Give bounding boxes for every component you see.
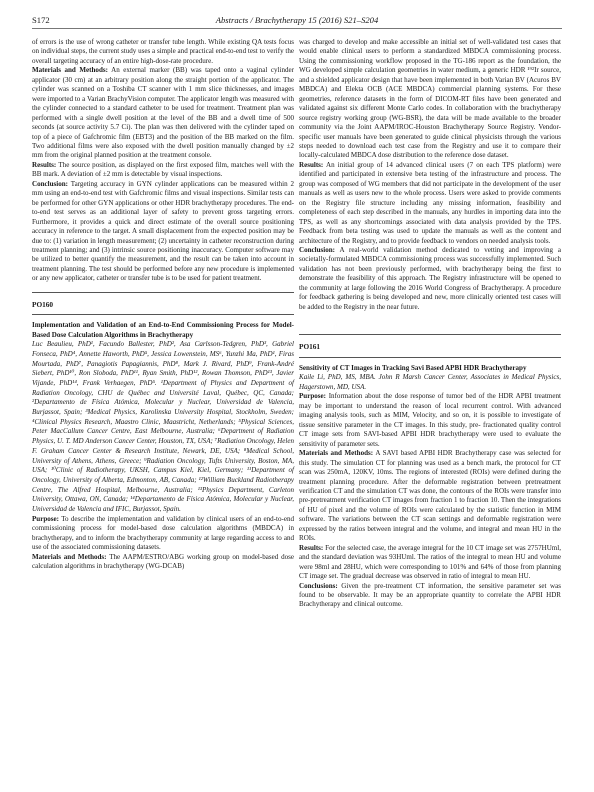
purpose-label: Purpose: — [299, 392, 327, 401]
po160-conclusion-para — [299, 246, 561, 312]
section-divider — [299, 334, 561, 335]
po161-purpose-para — [299, 392, 561, 449]
abstract-id-po160: PO160 — [32, 299, 54, 309]
po160-results-para — [299, 161, 561, 246]
continued-text-po160: was charged to develop and make accessible an initial set of well-validated test cases that would enable clinical users to perform a standardized MBDCA commissioning process. Using the commissioning workflow proposed in the TG-186 report as the foundation, the WG developed simple calculation geometries in water medium, a generic HDR ¹⁹²Ir source, and a shielded applicator design that have been implemented in both Varian BV (Acuros BV MBDCA) and Elekta OCB (ACE MBDCA) commercial planning systems. For these geometries, reference datasets in the form of DICOM-RT files have been generated and validated against six different Monte Carlo codes. In collaboration with the brachytherapy source registry working group (WG-BSR), the data will be made available to the broader community via the Joint AAPM/IROC-Houston Brachytherapy Source Registry. Vendor-specific user manuals have been generated to guide clinical physicists through the various steps needed to download each test case from the Registry and use it to compare their locally-calculated MBDCA dose distribution to the reference dose dataset. — [299, 38, 561, 160]
continued-conclusion-para — [32, 180, 294, 284]
running-header — [32, 14, 562, 29]
purpose-label: Purpose: — [32, 514, 60, 523]
conclusion-label: Conclusion: — [32, 179, 69, 188]
conclusion-text: Given the pre-treatment CT information, the sensitive parameter set was found to be observable. It may be an appropriate quantity to correlate the APBI HDR Brachytherapy and clinical outcome. — [299, 581, 561, 609]
po160-methods-para — [32, 553, 294, 572]
page-number: S172 — [32, 15, 50, 25]
methods-label: Materials and Methods: — [299, 449, 374, 458]
conclusion-text: Targeting accuracy in GYN cylinder applications can be measured within 2 mm using an end-to-end test with Gafchromic films and visual inspections. Similar tests can be performed for other GYN applications or other HDR brachytherapy procedures. The end-to-end test serves as an additional layer of safety to prevent gross targeting errors. Furthermore, it provides a quick and direct estimate of the overall source positioning accuracy in reference to the target. A small displacement from the expected position may be due to: (1) variation in length measurement; (2) uncertainty in catheter reconstruction during treatment planning; and (3) intrinsic source positioning inaccuracy. Computer software may be utilized to better quantify the measurement, and the result can be taken into account in treatment planning. The test should be performed before any new procedure is implemented or any new applicator, catheter or transfer tube is to be used for patient treatment. — [32, 179, 294, 283]
abstract-id-po161: PO161 — [299, 342, 321, 352]
purpose-text: Information about the dose response of tumor bed of the HDR APBI treatment may be important to understand the reason of local recurrent control. With advanced imaging analysis tools, such as MIM, Velocity, and so on, it is possible to investigate of tissue sensitive parameter in the CT images. In this study, pre- fractionated quality control CT image sets from SAVI-based APBI HDR brachytherapy were used to evaluate the sensitivity of parameter sets. — [299, 392, 561, 448]
methods-label: Materials and Methods: — [32, 66, 108, 75]
methods-text: A SAVI based APBI HDR Brachytherapy case was selected for this study. The simulation CT for planning was used as a bench mark, the protocol for CT scan was 250mA, 120KV, 10ms. The regions of interested (ROIs) were defined during the treatment planning procedure. After the deformable registration between pretreatment verification CT and the simulation CT was done, the contours of the ROIs were transfer into pre-pretreatment verification CT images from fraction 1 to fraction 10. Then the integrations of HU of pixel and the volume of ROIs were calculated by the statistic function in MIM software. The variations between the CT scan settings and deformable registration were expressed by the ratios between integral and the volume, and integral and mean HU in the ROIs. — [299, 449, 562, 543]
continued-results-para — [32, 161, 294, 180]
authors-po161: Kaile Li, PhD, MS, MBA. John R Marsh Cancer Center, Associates in Medical Physics, Hagerstown, MD, USA. — [299, 373, 561, 391]
section-divider — [32, 314, 294, 315]
abstract-title-po161: Sensitivity of CT Images in Tracking Savi Based APBI HDR Brachytherapy — [299, 363, 527, 372]
left-column — [32, 38, 294, 572]
results-text: An initial group of 14 advanced clinical users (7 on each TPS platform) were identified and participated in extensive beta testing of the infrastructure and process. The group was composed of WG members that did not participate in the development of the user manuals as well as users new to the whole process. Users were asked to provide comments on the Registry file structure including any missing information, feasibility and completeness of each step described in the manuals, any hurdles in importing data into the TPS, as well as any shortcomings associated with data analysis provided by the TPS. Feedback from beta testing was used to update the manuals as well as the content and architecture of the Registry, and to provide feedback to vendors on needed analysis tools. — [299, 160, 561, 245]
authors-po160: Luc Beaulieu, PhD¹, Facundo Ballester, PhD², Asa Carlsson-Tedgren, PhD³, Gabriel Fonseca, PhD⁴, Annette Haworth, PhD⁵, Jessica Lowenstein, MS⁶, Yunzhi Ma, PhD¹, Firas Mourtada, PhD⁷, Panagiotis Papagiannis, PhD⁸, Mark J. Rivard, PhD⁹, Frank-André Siebert, PhD¹⁰, Ron Sloboda, PhD¹¹, Ryan Smith, PhD¹², Rowan Thomson, PhD¹³, Javier Vijande, PhD¹⁴, Frank Verhaegen, PhD⁵. ¹Department of Physics and Department of Radiation Oncology, CHU de Québec and Université Laval, Québec, QC, Canada; ²Departamento de Física Atómica, Molecular y Nuclear, Universidad de Valencia, Burjassot, Spain; ³Medical Physics, Karolinska University Hospital, Stockholm, Sweden; ⁴Clinical Physics Research, Maastro Clinic, Maastricht, Netherlands; ⁵Physical Sciences, Peter MacCallum Cancer Centre, East Melbourne, Australia; ⁶Department of Radiation Physics, U. T. MD Anderson Cancer Center, Houston, TX, USA; ⁷Radiation Oncology, Helen F. Graham Cancer Center & Research Institute, Newark, DE, USA; ⁸Medical School, University of Athens, Athens, Greece; ⁹Radiation Oncology, Tufts University, Boston, MA, USA; ¹⁰Clinic of Radiotherapy, UKSH, Campus Kiel, Kiel, Germany; ¹¹Department of Oncology, University of Alberta, Edmonton, AB, Canada; ¹²William Buckland Radiotherapy Centre, The Alfred Hospital, Melbourne, Australia; ¹³Physics Department, Carleton University, Ottawa, ON, Canada; ¹⁴Departamento de Física Atómica, Molecular y Nuclear, Universidad de Valencia and IFIC, Burjassot, Spain. — [32, 340, 294, 514]
methods-text: An external marker (BB) was taped onto a vaginal cylinder applicator (30 cm) at an arbitrary position along the straight portion of the applicator. The cylinder was scanned on a Toshiba CT scanner with 1 mm slice thicknesses, and images were imported to a Varian BrachyVision computer. The applicator length was measured with the cylinder connected to a standard catheter to be used for treatment. Treatment plan was performed with a single dwell position at the level of the BB and a dwell time of 500 seconds (at source activity 5.7 Ci). The plan was then delivered with the cylinder taped on top of a piece of Gafchromic film (EBT3) and the position of the BB marked on the film. Two additional films were also exposed with the dwell position manually changed by ±2 mm from the original planned position at the treatment console. — [32, 66, 294, 160]
abstract-title-po160: Implementation and Validation of an End-to-End Commissioning Process for Model-Based Dose Calculation Algorithms in Brachytherapy — [32, 321, 294, 339]
po161-methods-para — [299, 449, 561, 544]
methods-label: Materials and Methods: — [32, 552, 107, 561]
po161-conclusion-para — [299, 582, 561, 610]
results-text: For the selected case, the average integral for the 10 CT image set was 2757HUml, and the standard deviation was 93HUml. The ratios of the integral to mean HU and volume were 98ml and 28HU, which were corresponding to 101% and 64% of those from planning CT image set. The gradual decrease was observed in ratio of integral to mean HU. — [299, 543, 561, 581]
results-label: Results: — [32, 160, 57, 169]
results-label: Results: — [299, 160, 324, 169]
methods-text: The AAPM/ESTRO/ABG working group on model-based dose calculation algorithms in brachytherapy (WG-DCAB) — [32, 552, 294, 571]
journal-citation: Abstracts / Brachytherapy 15 (2016) S21–S204 — [215, 15, 379, 25]
conclusion-label: Conclusions: — [299, 581, 338, 590]
po160-purpose-para — [32, 515, 294, 553]
section-divider — [299, 357, 561, 358]
results-label: Results: — [299, 543, 324, 552]
continued-methods-para — [32, 66, 294, 161]
conclusion-text: A real-world validation method dedicated to vetting and improving a societally-formulated MBDCA commissioning process was successfully implemented. Such validation has not been previously performed, with brachytherapy being the first to demonstrate the feasibility of this approach. The Registry infrastructure will be opened to the community at large following the 2016 World Congress of Brachytherapy. A procedure for feedback gathering is being developed and new, more clinically oriented test cases will be added to the Registry in the near future. — [299, 245, 561, 311]
po161-results-para — [299, 544, 561, 582]
right-column — [299, 38, 561, 610]
section-divider — [32, 292, 294, 293]
continued-intro: of errors is the use of wrong catheter or transfer tube length. While existing QA tests focus on individual steps, the current study uses a simple and practical end-to-end test to verify the overall targeting accuracy of an entire high-dose-rate procedure. — [32, 38, 294, 65]
conclusion-label: Conclusion: — [299, 245, 336, 254]
purpose-text: To describe the implementation and validation by clinical users of an end-to-end commissioning process for model-based dose calculation algorithms (MBDCA) in brachytherapy, and to inform the brachytherapy community at large regarding access to and use of the associated commissioning datasets. — [32, 514, 294, 552]
results-text: The source position, as displayed on the first exposed film, matches well with the BB mark. A deviation of ±2 mm is detectable by visual inspections. — [32, 160, 294, 179]
